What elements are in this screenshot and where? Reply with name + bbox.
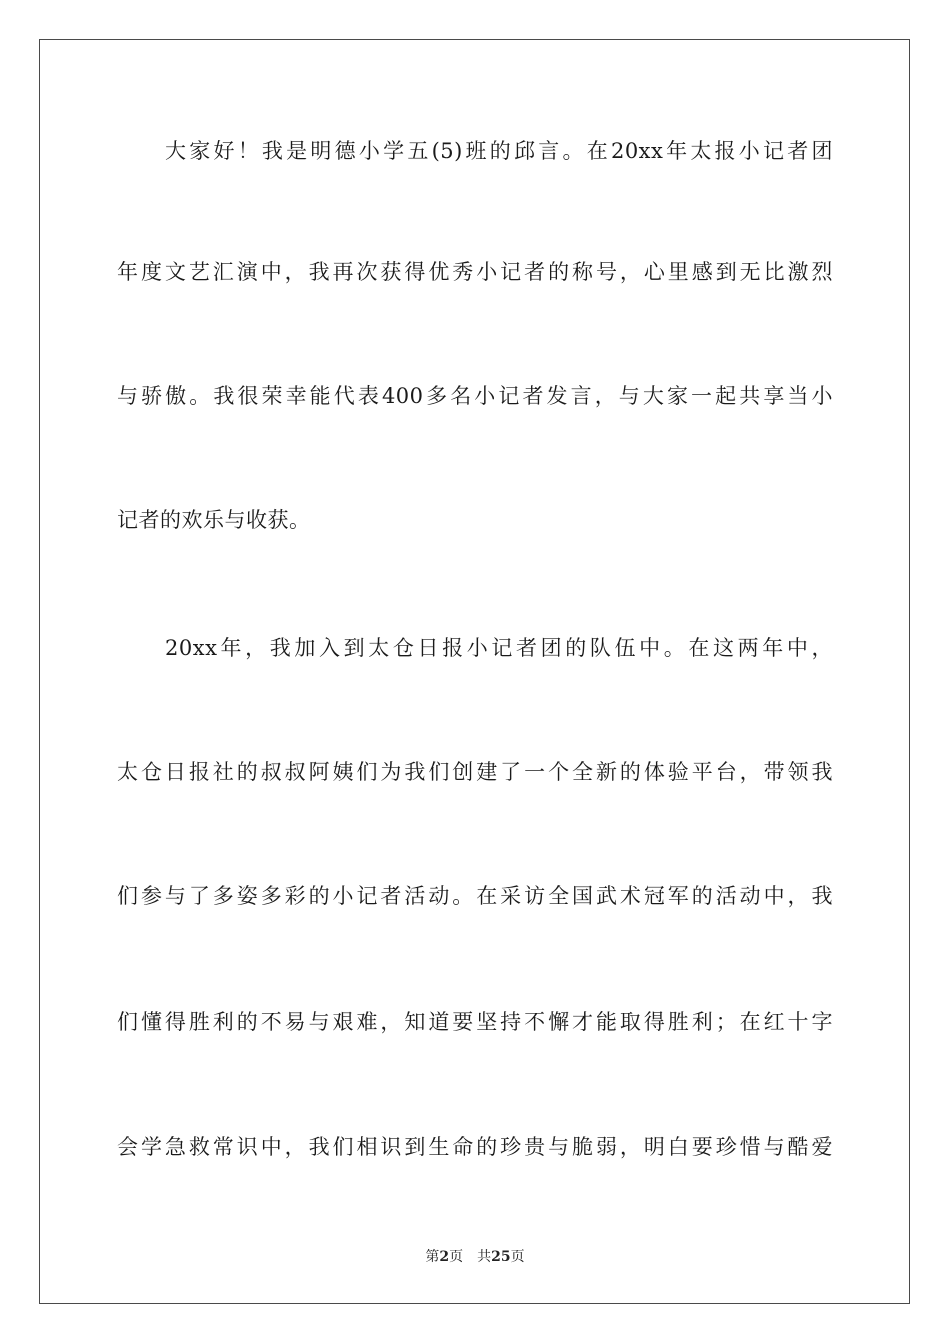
paragraph-2-line-5: 会学急救常识中，我们相识到生命的珍贵与脆弱，明白要珍惜与酷爱 — [117, 1135, 833, 1159]
paragraph-1-line-3: 与骄傲。我很荣幸能代表400多名小记者发言，与大家一起共享当小 — [117, 384, 833, 408]
paragraph-2-line-4: 们懂得胜利的不易与艰难，知道要坚持不懈才能取得胜利；在红十字 — [117, 1010, 833, 1034]
total-pages: 25 — [491, 1249, 511, 1265]
page-footer — [0, 1247, 950, 1267]
paragraph-2-line-2: 太仓日报社的叔叔阿姨们为我们创建了一个全新的体验平台，带领我 — [117, 760, 833, 784]
total-suffix: 页 — [510, 1249, 525, 1265]
page-border — [39, 39, 910, 1304]
paragraph-1-line-1: 大家好！我是明德小学五(5)班的邱言。在20xx年太报小记者团 — [165, 139, 833, 163]
paragraph-1-line-4: 记者的欢乐与收获。 — [117, 508, 311, 532]
paragraph-1-line-2: 年度文艺汇演中，我再次获得优秀小记者的称号，心里感到无比激烈 — [117, 260, 833, 284]
page-suffix: 页 — [449, 1249, 464, 1265]
page-prefix: 第 — [425, 1249, 440, 1265]
paragraph-2-line-3: 们参与了多姿多彩的小记者活动。在采访全国武术冠军的活动中，我 — [117, 884, 833, 908]
total-prefix: 共 — [477, 1249, 492, 1265]
paragraph-2-line-1: 20xx年，我加入到太仓日报小记者团的队伍中。在这两年中， — [165, 636, 833, 660]
page-number: 2 — [439, 1249, 450, 1265]
